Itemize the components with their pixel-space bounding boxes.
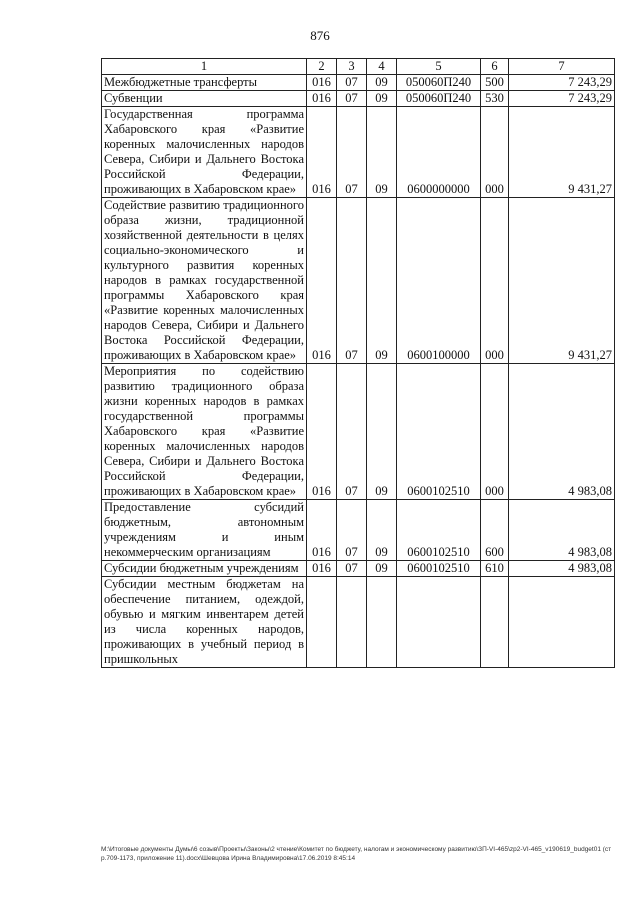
row-code-ministry: 016 [307, 75, 337, 91]
row-code-target: 0600100000 [397, 198, 481, 364]
row-code-expense-type [481, 577, 509, 668]
row-code-expense-type: 530 [481, 91, 509, 107]
row-code-section: 07 [337, 198, 367, 364]
header-col-2: 2 [307, 59, 337, 75]
row-name: Содействие развитию традиционного образа жизни, традиционной хозяйственной деятельности в целях социально-экономического и культурного развития коренных народов в рамках государственной программы Хабаровского края «Развитие коренных малочисленных народов Севера, Сибири и Дальнего Востока Российской Федерации, проживающих в Хабаровском крае» [102, 198, 307, 364]
table-row [102, 91, 615, 107]
table-header-row [102, 59, 615, 75]
table-row [102, 577, 615, 668]
row-name: Субсидии бюджетным учреждениям [102, 561, 307, 577]
row-code-subsection: 09 [367, 364, 397, 500]
row-amount: 7 243,29 [509, 91, 615, 107]
row-code-section [337, 577, 367, 668]
row-name: Субсидии местным бюджетам на обеспечение питанием, одеждой, обувью и мягким инвентарем детей из числа коренных народов, проживающих в учебный период в пришкольных [102, 577, 307, 668]
row-code-expense-type: 600 [481, 500, 509, 561]
row-code-expense-type: 500 [481, 75, 509, 91]
table-row [102, 561, 615, 577]
table-row [102, 107, 615, 198]
row-name: Межбюджетные трансферты [102, 75, 307, 91]
header-col-7: 7 [509, 59, 615, 75]
row-name: Государственная программа Хабаровского края «Развитие коренных малочисленных народов Севера, Сибири и Дальнего Востока Российской Федерации, проживающих в Хабаровском крае» [102, 107, 307, 198]
page-number: 876 [310, 28, 330, 43]
row-code-target: 050060П240 [397, 91, 481, 107]
row-code-section: 07 [337, 91, 367, 107]
row-code-subsection [367, 577, 397, 668]
header-col-6: 6 [481, 59, 509, 75]
row-code-ministry: 016 [307, 364, 337, 500]
row-code-section: 07 [337, 561, 367, 577]
budget-table [101, 58, 615, 668]
header-col-4: 4 [367, 59, 397, 75]
row-code-subsection: 09 [367, 107, 397, 198]
table-row [102, 198, 615, 364]
row-code-section: 07 [337, 500, 367, 561]
table-row [102, 364, 615, 500]
row-amount: 4 983,08 [509, 561, 615, 577]
row-name: Мероприятия по содействию развитию традиционного образа жизни коренных народов в рамках государственной программы Хабаровского края «Развитие коренных малочисленных народов Севера, Сибири и Дальнего Востока Российской Федерации, проживающих в Хабаровском крае» [102, 364, 307, 500]
row-name: Субвенции [102, 91, 307, 107]
row-code-target: 0600102510 [397, 364, 481, 500]
row-code-ministry: 016 [307, 500, 337, 561]
row-amount: 4 983,08 [509, 500, 615, 561]
row-code-ministry: 016 [307, 91, 337, 107]
row-amount: 7 243,29 [509, 75, 615, 91]
row-code-subsection: 09 [367, 75, 397, 91]
row-code-expense-type: 610 [481, 561, 509, 577]
row-code-subsection: 09 [367, 91, 397, 107]
document-path-footer: M:\Итоговые документы Думы\6 созыв\Проекты\Законы\2 чтение\Комитет по бюджету, налогам и экономическому развитию\ЗП-VI-465\zp2-VI-465_v190619_budget01 (стр.709-1173, приложение 11).docx\Шевцова Ирина Владимировна\17.06.2019 8:45:14 [101, 846, 612, 862]
header-col-1: 1 [102, 59, 307, 75]
row-code-ministry: 016 [307, 561, 337, 577]
table-row [102, 75, 615, 91]
row-amount: 9 431,27 [509, 198, 615, 364]
row-code-section: 07 [337, 364, 367, 500]
row-name: Предоставление субсидий бюджетным, автономным учреждениям и иным некоммерческим организациям [102, 500, 307, 561]
row-code-subsection: 09 [367, 561, 397, 577]
row-amount: 4 983,08 [509, 364, 615, 500]
table-row [102, 500, 615, 561]
row-code-expense-type: 000 [481, 364, 509, 500]
row-code-expense-type: 000 [481, 198, 509, 364]
row-code-ministry: 016 [307, 198, 337, 364]
row-code-ministry [307, 577, 337, 668]
row-code-target [397, 577, 481, 668]
row-amount [509, 577, 615, 668]
row-code-section: 07 [337, 75, 367, 91]
row-amount: 9 431,27 [509, 107, 615, 198]
row-code-expense-type: 000 [481, 107, 509, 198]
row-code-subsection: 09 [367, 500, 397, 561]
row-code-subsection: 09 [367, 198, 397, 364]
header-col-3: 3 [337, 59, 367, 75]
row-code-target: 050060П240 [397, 75, 481, 91]
row-code-section: 07 [337, 107, 367, 198]
header-col-5: 5 [397, 59, 481, 75]
row-code-target: 0600000000 [397, 107, 481, 198]
row-code-target: 0600102510 [397, 561, 481, 577]
row-code-target: 0600102510 [397, 500, 481, 561]
row-code-ministry: 016 [307, 107, 337, 198]
